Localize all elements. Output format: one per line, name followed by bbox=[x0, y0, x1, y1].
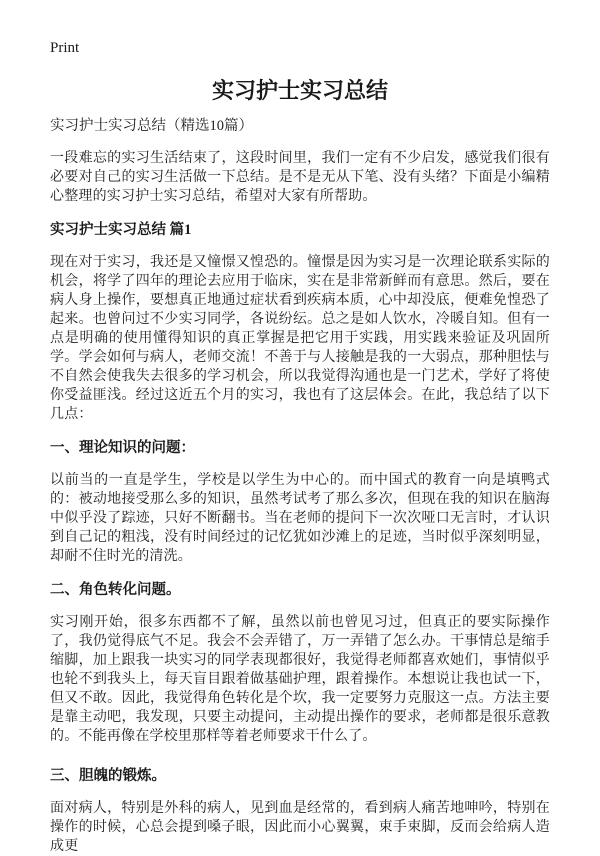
article-opening-paragraph: 现在对于实习，我还是又憧憬又惶恐的。憧憬是因为实习是一次理论联系实际的机会，将学了四年的理论去应用于临床，实在是非常新鲜而有意思。然后，要在病人身上操作，要想真正地通过症状看到疾病本质，心中却没底，便难免惶恐了起来。也曾问过不少实习同学，各说纷纭。总之是如人饮水，冷暖自知。但有一点是明确的使用懂得知识的真正掌握是把它用于实践，用实践来验证及巩固所学。学会如何与病人，老师交流！不善于与人接触是我的一大弱点，那种胆怯与不自然会使我失去很多的学习机会，所以我觉得沟通也是一门艺术，学好了将使你受益匪浅。经过这近五个月的实习，我也有了这层体会。在此，我总结了以下几点： bbox=[50, 255, 550, 422]
print-link[interactable]: Print bbox=[50, 40, 80, 56]
page-title: 实习护士实习总结 bbox=[211, 78, 388, 103]
section-2-paragraph: 实习刚开始，很多东西都不了解，虽然以前也曾见习过，但真正的要实际操作了，我仍觉得底气不足。我会不会弄错了，万一弄错了怎么办。干事情总是缩手缩脚，加上跟我一块实习的同学表现都很好，我觉得老师都喜欢她们，事情似乎也轮不到我头上，每天盲目跟着做基础护理，跟着操作。本想说让我也试一下，但又不敢。因此，我觉得角色转化是个坎，我一定要努力克服这一点。方法主要是靠主动吧，我发现，只要主动提问，主动提出操作的要求，老师都是很乐意教的。不能再像在学校里那样等着老师要求干什么了。 bbox=[50, 615, 550, 744]
section-2-heading: 二、角色转化问题。 bbox=[50, 582, 181, 598]
section-3-heading: 三、胆魄的锻炼。 bbox=[50, 768, 166, 784]
intro-paragraph: 一段难忘的实习生活结束了，这段时间里，我们一定有不少启发，感觉我们很有必要对自己的实习生活做一下总结。是不是无从下笔、没有头绪？下面是小编精心整理的实习护士实习总结，希望对大家有所帮助。 bbox=[50, 151, 550, 204]
section-1-heading: 一、理论知识的问题： bbox=[50, 440, 195, 456]
section-3-paragraph: 面对病人，特别是外科的病人，见到血是经常的，看到病人痛苦地呻吟，特别在操作的时候，心总会提到嗓子眼，因此而小心翼翼，束手束脚，反而会给病人造成更 bbox=[50, 801, 550, 854]
document-subtitle: 实习护士实习总结（精选10篇） bbox=[50, 118, 253, 134]
section-1-paragraph: 以前当的一直是学生，学校是以学生为中心的。而中国式的教育一向是填鸭式的：被动地接受那么多的知识，虽然考试考了那么多次，但现在我的知识在脑海中似乎没了踪迹，只好不断翻书。当在老师的提问下一次次哑口无言时，才认识到自己记的粗浅，没有时间经过的记忆犹如沙滩上的足迹，当时似乎深刻明显，却耐不住时光的清洗。 bbox=[50, 473, 550, 564]
article-heading: 实习护士实习总结 篇1 bbox=[50, 222, 192, 238]
